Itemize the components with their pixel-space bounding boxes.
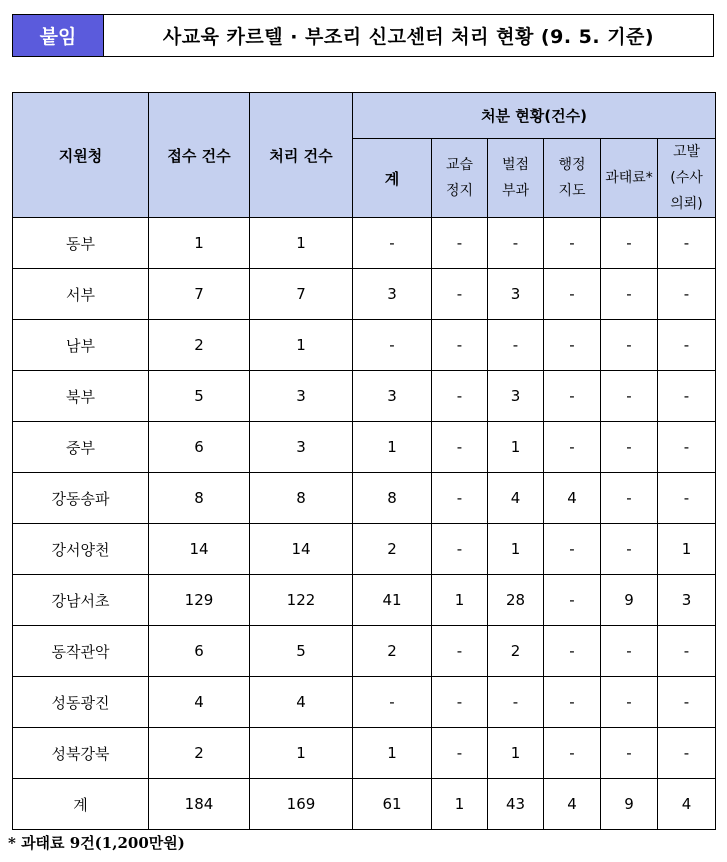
value-cell: - [432, 677, 488, 728]
value-cell: 129 [149, 575, 250, 626]
value-cell: - [544, 422, 601, 473]
value-cell: 8 [250, 473, 353, 524]
value-cell: 3 [250, 422, 353, 473]
value-cell: - [432, 371, 488, 422]
value-cell: - [601, 371, 658, 422]
value-cell: 2 [149, 320, 250, 371]
value-cell: 4 [250, 677, 353, 728]
value-cell: 1 [658, 524, 716, 575]
value-cell: - [432, 728, 488, 779]
table-row [13, 269, 716, 320]
value-cell: - [488, 320, 544, 371]
value-cell: 14 [149, 524, 250, 575]
value-cell: 4 [544, 779, 601, 830]
value-cell: - [432, 422, 488, 473]
value-cell: 2 [149, 728, 250, 779]
subheader-cell: 과태료* [601, 139, 658, 218]
table-row [13, 320, 716, 371]
value-cell: - [488, 677, 544, 728]
value-cell: - [432, 218, 488, 269]
value-cell: 122 [250, 575, 353, 626]
value-cell: 1 [353, 728, 432, 779]
office-cell: 동부 [13, 218, 149, 269]
table-row [13, 422, 716, 473]
value-cell: 2 [353, 524, 432, 575]
value-cell: - [601, 422, 658, 473]
office-cell: 성북강북 [13, 728, 149, 779]
table-row [13, 524, 716, 575]
value-cell: - [353, 320, 432, 371]
table-row [13, 575, 716, 626]
value-cell: 1 [250, 320, 353, 371]
value-cell: - [601, 218, 658, 269]
value-cell: 8 [149, 473, 250, 524]
value-cell: 1 [432, 575, 488, 626]
value-cell: 7 [149, 269, 250, 320]
office-cell: 서부 [13, 269, 149, 320]
value-cell: - [658, 473, 716, 524]
value-cell: 2 [488, 626, 544, 677]
value-cell: - [658, 320, 716, 371]
value-cell: - [601, 269, 658, 320]
value-cell: - [353, 677, 432, 728]
value-cell: 14 [250, 524, 353, 575]
table-row [13, 218, 716, 269]
value-cell: - [544, 524, 601, 575]
value-cell: - [658, 422, 716, 473]
value-cell: - [353, 218, 432, 269]
value-cell: 4 [488, 473, 544, 524]
value-cell: - [544, 728, 601, 779]
office-cell: 동작관악 [13, 626, 149, 677]
value-cell: 3 [658, 575, 716, 626]
value-cell: 8 [353, 473, 432, 524]
value-cell: 43 [488, 779, 544, 830]
value-cell: 1 [250, 218, 353, 269]
value-cell: - [601, 473, 658, 524]
value-cell: - [601, 728, 658, 779]
header-processed: 처리 건수 [250, 93, 353, 218]
footnote: * 과태료 9건(1,200만원) [8, 834, 185, 852]
value-cell: 28 [488, 575, 544, 626]
table-row [13, 728, 716, 779]
value-cell: 3 [488, 269, 544, 320]
value-cell: 1 [250, 728, 353, 779]
value-cell: - [658, 728, 716, 779]
value-cell: - [658, 371, 716, 422]
office-cell: 중부 [13, 422, 149, 473]
title-box [12, 14, 714, 57]
table-row [13, 626, 716, 677]
value-cell: - [488, 218, 544, 269]
office-cell: 강남서초 [13, 575, 149, 626]
value-cell: 4 [149, 677, 250, 728]
value-cell: 1 [488, 422, 544, 473]
value-cell: 2 [353, 626, 432, 677]
value-cell: 9 [601, 575, 658, 626]
value-cell: - [432, 524, 488, 575]
value-cell: - [658, 269, 716, 320]
value-cell: 3 [488, 371, 544, 422]
table-row [13, 473, 716, 524]
header-received: 접수 건수 [149, 93, 250, 218]
value-cell: 1 [488, 728, 544, 779]
header-disposition: 처분 현황(건수) [353, 93, 716, 139]
subheader-cell: 행정 지도 [544, 139, 601, 218]
status-table [12, 92, 716, 830]
value-cell: - [544, 269, 601, 320]
value-cell: - [601, 320, 658, 371]
value-cell: - [432, 320, 488, 371]
value-cell: 9 [601, 779, 658, 830]
value-cell: 1 [149, 218, 250, 269]
office-cell: 성동광진 [13, 677, 149, 728]
subheader-cell: 고발 (수사 의뢰) [658, 139, 716, 218]
value-cell: 169 [250, 779, 353, 830]
value-cell: - [601, 524, 658, 575]
value-cell: - [544, 320, 601, 371]
value-cell: 184 [149, 779, 250, 830]
value-cell: - [601, 626, 658, 677]
office-cell: 강동송파 [13, 473, 149, 524]
value-cell: - [544, 626, 601, 677]
subheader-cell: 교습 정지 [432, 139, 488, 218]
office-cell: 북부 [13, 371, 149, 422]
value-cell: 1 [488, 524, 544, 575]
value-cell: - [658, 677, 716, 728]
value-cell: - [658, 218, 716, 269]
value-cell: - [432, 626, 488, 677]
value-cell: - [432, 269, 488, 320]
value-cell: 61 [353, 779, 432, 830]
value-cell: 5 [149, 371, 250, 422]
value-cell: - [544, 575, 601, 626]
value-cell: 4 [658, 779, 716, 830]
value-cell: 3 [250, 371, 353, 422]
value-cell: - [432, 473, 488, 524]
value-cell: 1 [432, 779, 488, 830]
office-cell: 강서양천 [13, 524, 149, 575]
table-row [13, 779, 716, 830]
header-office: 지원청 [13, 93, 149, 218]
subheader-cell: 벌점 부과 [488, 139, 544, 218]
value-cell: - [544, 677, 601, 728]
value-cell: 41 [353, 575, 432, 626]
value-cell: 6 [149, 422, 250, 473]
value-cell: 5 [250, 626, 353, 677]
table-row [13, 677, 716, 728]
value-cell: - [601, 677, 658, 728]
value-cell: 7 [250, 269, 353, 320]
table-row [13, 371, 716, 422]
value-cell: - [544, 371, 601, 422]
value-cell: 6 [149, 626, 250, 677]
subheader-cell: 계 [353, 139, 432, 218]
page-title: 사교육 카르텔 · 부조리 신고센터 처리 현황 (9. 5. 기준) [162, 26, 655, 48]
value-cell: 3 [353, 269, 432, 320]
attachment-tag: 붙임 [13, 15, 104, 56]
value-cell: - [658, 626, 716, 677]
value-cell: 3 [353, 371, 432, 422]
office-cell: 계 [13, 779, 149, 830]
office-cell: 남부 [13, 320, 149, 371]
value-cell: 4 [544, 473, 601, 524]
value-cell: 1 [353, 422, 432, 473]
value-cell: - [544, 218, 601, 269]
